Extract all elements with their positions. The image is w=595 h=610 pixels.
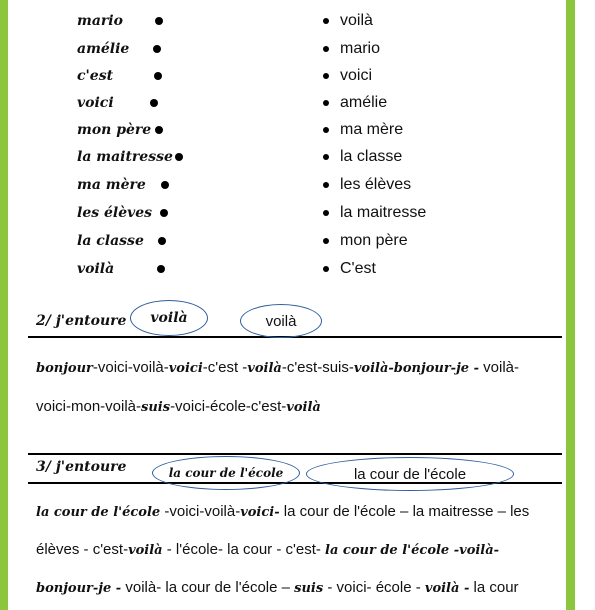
- print-segment: la cour de l'école – la maitresse – les: [279, 503, 530, 520]
- exercise2-title: 2/ j'entoure: [36, 313, 127, 329]
- exercise3-title: 3/ j'entoure: [36, 459, 127, 475]
- match-right-dot[interactable]: [323, 266, 329, 272]
- cursive-segment: voilà: [286, 400, 321, 415]
- match-left-word: la maitresse: [77, 149, 173, 165]
- oval-cursive-voila: voilà: [130, 300, 208, 336]
- match-right-dot[interactable]: [323, 182, 329, 188]
- match-left-dot[interactable]: [154, 72, 162, 80]
- exercise2-line-2: [36, 397, 321, 418]
- cursive-segment: la cour de l'école: [325, 543, 450, 558]
- match-left-word: voici: [77, 95, 114, 111]
- oval-print-voila: voilà: [240, 304, 322, 338]
- oval-cursive-cour: la cour de l'école: [152, 456, 300, 490]
- match-right-word: C'est: [340, 260, 376, 277]
- match-right-word: la classe: [340, 148, 403, 165]
- match-left-dot[interactable]: [161, 181, 169, 189]
- match-right-dot[interactable]: [323, 18, 329, 24]
- match-right-dot[interactable]: [323, 73, 329, 79]
- match-right-word: les élèves: [340, 176, 412, 193]
- print-segment: - l'école- la cour - c'est-: [162, 541, 326, 558]
- exercise2-line-1: [36, 358, 519, 379]
- print-segment: élèves - c'est-: [36, 541, 129, 558]
- match-left-word: amélie: [77, 41, 130, 57]
- cursive-segment: voici: [168, 361, 203, 376]
- cursive-segment: la cour de l'école: [36, 505, 161, 520]
- match-left-dot[interactable]: [160, 209, 168, 217]
- match-left-dot[interactable]: [153, 45, 161, 53]
- cursive-segment: bonjour-je -: [36, 581, 122, 596]
- exercise3-line-2: [36, 540, 499, 561]
- print-segment: voici-mon-voilà-: [36, 398, 142, 415]
- match-left-word: voilà: [77, 261, 115, 277]
- match-left-dot[interactable]: [175, 153, 183, 161]
- match-right-word: mario: [340, 40, 381, 57]
- match-left-word: les élèves: [77, 205, 153, 221]
- print-segment: la cour: [469, 579, 519, 596]
- match-left-dot[interactable]: [157, 265, 165, 273]
- match-right-dot[interactable]: [323, 154, 329, 160]
- match-right-dot[interactable]: [323, 210, 329, 216]
- cursive-segment: voilà: [128, 543, 163, 558]
- cursive-segment: bonjour: [36, 361, 93, 376]
- match-right-dot[interactable]: [323, 100, 329, 106]
- match-right-dot[interactable]: [323, 238, 329, 244]
- print-segment: -voici-voilà-: [160, 503, 241, 520]
- match-left-word: mario: [77, 13, 123, 29]
- cursive-segment: suis: [141, 400, 171, 415]
- match-right-word: mon père: [340, 232, 408, 249]
- print-segment: -voici-voilà-: [92, 359, 169, 376]
- match-right-word: voilà: [340, 12, 373, 29]
- match-left-dot[interactable]: [155, 126, 163, 134]
- exercise3-line-3: [36, 578, 519, 599]
- cursive-segment: voilà -: [424, 581, 470, 596]
- match-right-dot[interactable]: [323, 46, 329, 52]
- print-segment: voilà-: [478, 359, 519, 376]
- cursive-segment: -voilà-: [449, 543, 500, 558]
- match-left-dot[interactable]: [150, 99, 158, 107]
- match-right-word: amélie: [340, 94, 388, 111]
- print-segment: -c'est-suis-: [281, 359, 354, 376]
- page-margin: [575, 0, 595, 610]
- cursive-segment: voilà: [247, 361, 282, 376]
- exercise3-line-1: [36, 502, 529, 523]
- match-left-word: mon père: [77, 122, 152, 138]
- print-segment: voilà- la cour de l'école –: [121, 579, 295, 596]
- cursive-segment: voilà-bonjour-je -: [353, 361, 479, 376]
- match-left-word: la classe: [77, 233, 144, 249]
- match-left-word: c'est: [77, 68, 114, 84]
- print-segment: -c'est -: [202, 359, 248, 376]
- match-left-word: ma mère: [77, 177, 146, 193]
- match-right-word: la maitresse: [340, 204, 427, 221]
- page-border-right: [566, 0, 575, 610]
- section-divider: [28, 453, 562, 455]
- oval-print-cour: la cour de l'école: [306, 457, 514, 491]
- page-border-left: [0, 0, 8, 610]
- match-left-dot[interactable]: [158, 237, 166, 245]
- match-right-word: ma mère: [340, 121, 404, 138]
- print-segment: -voici-école-c'est-: [170, 398, 287, 415]
- match-right-word: voici: [340, 67, 373, 84]
- match-right-dot[interactable]: [323, 127, 329, 133]
- cursive-segment: suis: [294, 581, 324, 596]
- cursive-segment: voici-: [240, 505, 280, 520]
- print-segment: - voici- école -: [323, 579, 425, 596]
- match-left-dot[interactable]: [155, 17, 163, 25]
